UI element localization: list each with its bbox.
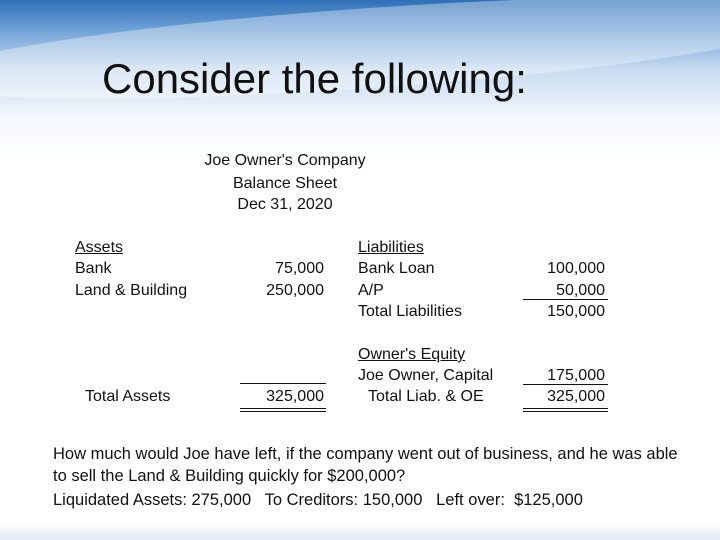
total-liab-oe-rule-top [523, 384, 608, 385]
equity-value: 175,000 [547, 367, 605, 384]
total-liabilities-value: 150,000 [547, 303, 605, 320]
total-assets-double-rule [240, 411, 326, 412]
asset-value: 250,000 [266, 282, 324, 299]
total-liab-oe-double-rule [523, 411, 608, 412]
statement-date: Dec 31, 2020 [237, 196, 333, 213]
liability-value: 100,000 [547, 260, 605, 277]
total-liab-oe-double-rule [523, 408, 608, 409]
total-assets-rule-top [240, 383, 326, 384]
company-name: Joe Owner's Company [204, 152, 366, 169]
liability-label: Bank Loan [358, 260, 435, 277]
total-liab-oe-value: 325,000 [547, 388, 605, 405]
total-assets-double-rule [240, 408, 326, 409]
asset-value: 75,000 [275, 260, 324, 277]
question-text: How much would Joe have left, if the company went out of business, and he was able to sell the Land & Building quickly for $200,000? [53, 445, 678, 485]
slide-title: Consider the following: [102, 55, 527, 102]
equity-header: Owner's Equity [358, 346, 466, 363]
assets-header: Assets [75, 239, 124, 256]
asset-label: Land & Building [75, 282, 188, 299]
liabilities-subtotal-rule [523, 299, 608, 300]
footer-strip [0, 524, 720, 540]
equity-label: Joe Owner, Capital [358, 367, 494, 384]
total-assets-label: Total Assets [85, 388, 171, 405]
liability-value: 50,000 [556, 282, 605, 299]
total-liab-oe-label: Total Liab. & OE [368, 388, 484, 405]
liabilities-header: Liabilities [358, 239, 424, 256]
statement-name: Balance Sheet [232, 175, 338, 192]
liability-label: A/P [358, 282, 384, 299]
answer-text: Liquidated Assets: 275,000 To Creditors: 150,000 Left over: $125,000 [53, 491, 583, 509]
total-liabilities-label: Total Liabilities [358, 303, 463, 320]
asset-label: Bank [75, 260, 112, 277]
total-assets-value: 325,000 [266, 388, 324, 405]
